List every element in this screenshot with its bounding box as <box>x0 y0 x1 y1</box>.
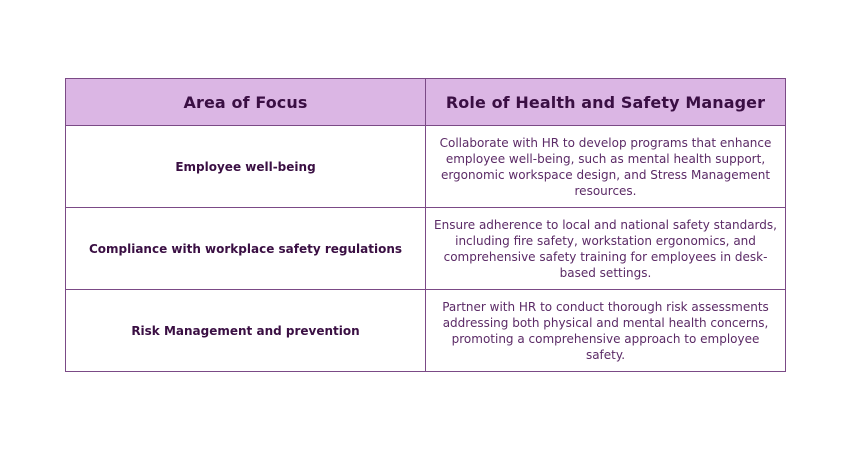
row-area-cell: Employee well-being <box>66 126 426 208</box>
row-role-cell: Partner with HR to conduct thorough risk assessments addressing both physical and mental health concerns, promoting a comprehensive approach to employee safety. <box>426 290 786 372</box>
table-header-row <box>66 79 786 126</box>
row-area-cell: Compliance with workplace safety regulations <box>66 208 426 290</box>
focus-role-table-container <box>65 78 785 372</box>
row-role-cell: Collaborate with HR to develop programs that enhance employee well-being, such as mental health support, ergonomic workspace design, and Stress Management resources. <box>426 126 786 208</box>
row-role-cell: Ensure adherence to local and national safety standards, including fire safety, workstation ergonomics, and comprehensive safety training for employees in desk-based settings. <box>426 208 786 290</box>
focus-role-table <box>65 78 786 372</box>
row-area-cell: Risk Management and prevention <box>66 290 426 372</box>
header-area-of-focus: Area of Focus <box>66 79 426 126</box>
table-row <box>66 208 786 290</box>
table-row <box>66 126 786 208</box>
table-row <box>66 290 786 372</box>
header-role: Role of Health and Safety Manager <box>426 79 786 126</box>
